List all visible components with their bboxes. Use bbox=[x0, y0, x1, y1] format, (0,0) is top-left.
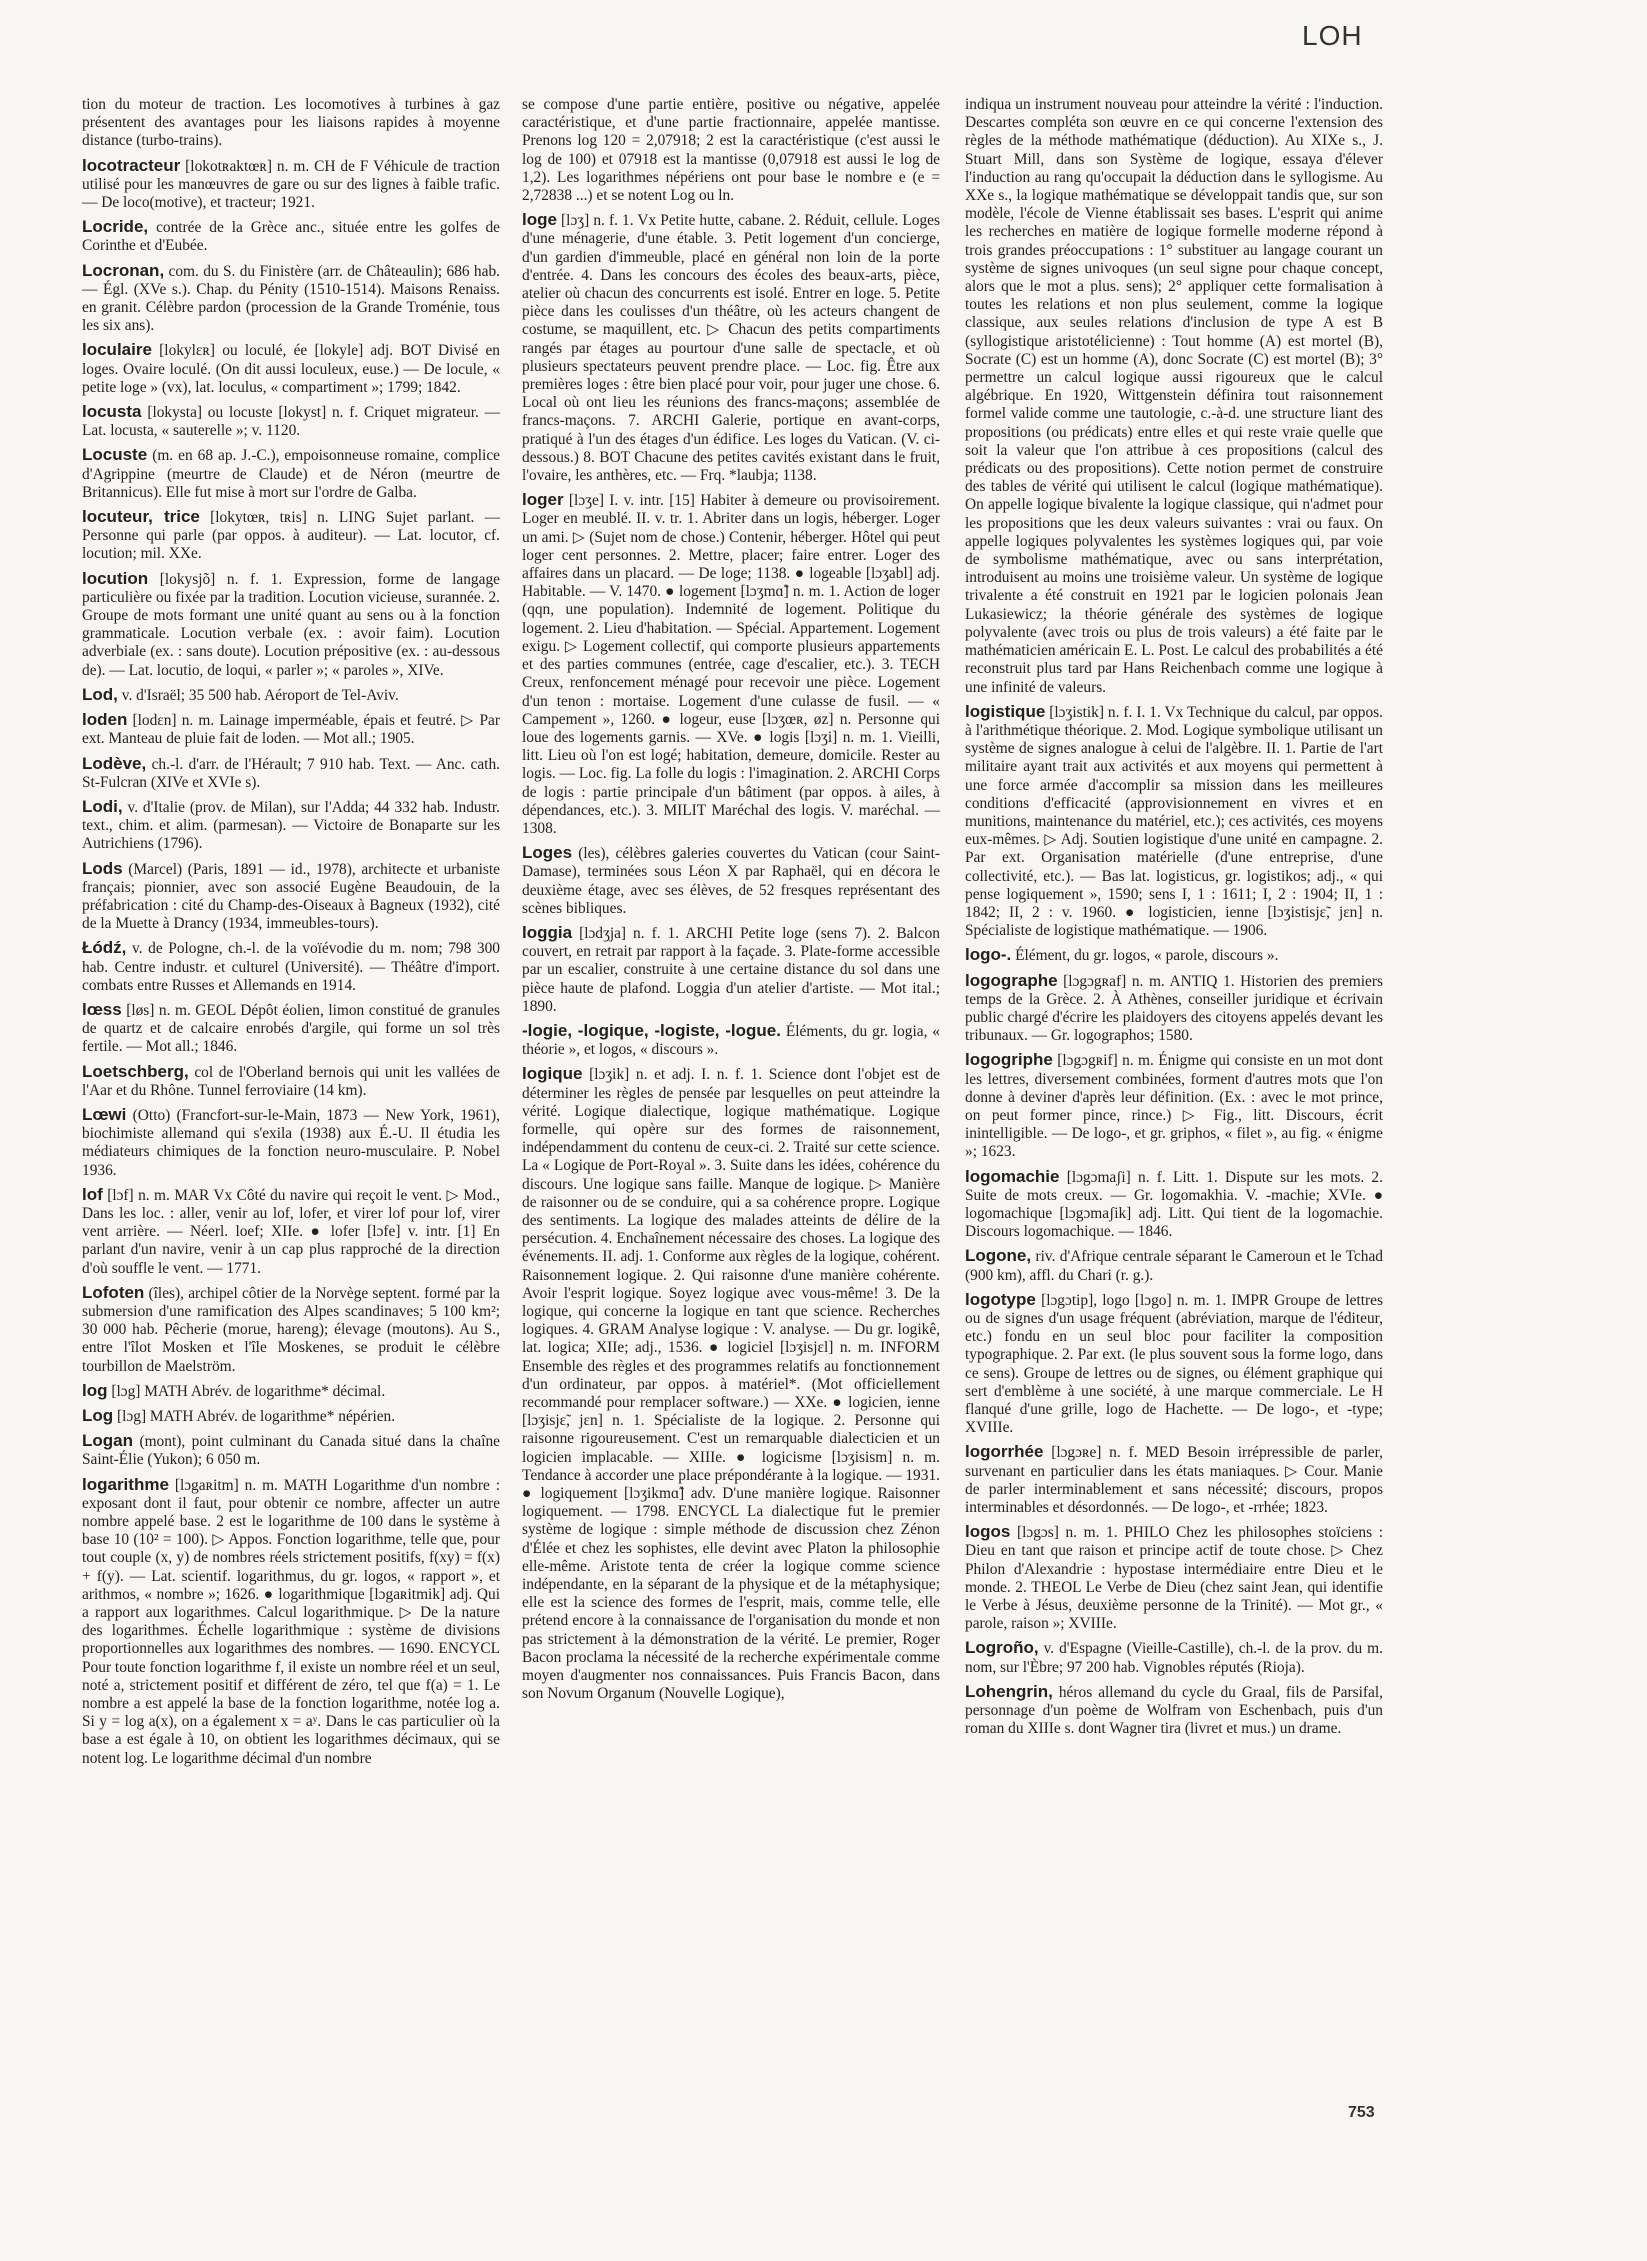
dictionary-entry bbox=[82, 341, 500, 397]
entry-headword: logorrhée bbox=[965, 1442, 1044, 1462]
entry-headword: logotype bbox=[965, 1289, 1036, 1309]
entry-text: [løs] n. m. GEOL Dépôt éolien, limon constitué de granules de quartz et de calcaire enrobés d'argile, qui forme un sol très fertile. — Mot all.; 1846. bbox=[82, 1001, 500, 1056]
dictionary-entry bbox=[82, 1001, 500, 1057]
entry-headword: lof bbox=[82, 1184, 103, 1204]
entry-text: [lɔgɔgʀaf] n. m. ANTIQ 1. Historien des premiers temps de la Grèce. 2. À Athènes, conseiller juridique et écrivain public chargé d'écrire les plaidoyers des citoyens appelés devant les tribunaux. — Gr. logographos; 1580. bbox=[965, 972, 1383, 1045]
dictionary-entry bbox=[965, 1247, 1383, 1284]
entry-text: com. du S. du Finistère (arr. de Châteaulin); 686 hab. — Égl. (XVe s.). Chap. du Pénity (1510-1514). Maisons Renaiss. en granit. Célèbre pardon (procession de la Grande Troménie, tous les six ans). bbox=[82, 262, 500, 335]
entry-text: [lɔgɔʀe] n. f. MED Besoin irrépressible de parler, survenant en particulier dans les états maniaques. ▷ Cour. Manie de parler interminablement et sans nécessité; discours, propos interminables et désordonnés. — De logo-, et -rrhée; 1823. bbox=[965, 1444, 1383, 1517]
dictionary-entry bbox=[82, 262, 500, 336]
entry-headword: Lodève, bbox=[82, 753, 147, 773]
dictionary-entry bbox=[82, 939, 500, 995]
dictionary-entry bbox=[82, 755, 500, 792]
entry-headword: loggia bbox=[522, 922, 573, 942]
dictionary-entry bbox=[82, 446, 500, 502]
entry-headword: locusta bbox=[82, 402, 142, 422]
dictionary-entry bbox=[965, 96, 1383, 697]
entry-headword: logographe bbox=[965, 970, 1058, 990]
entry-text: v. d'Italie (prov. de Milan), sur l'Adda; 44 332 hab. Industr. text., chim. et alim. (parmesan). — Victoire de Bonaparte sur les Autrichiens (1796). bbox=[82, 798, 500, 853]
dictionary-entry bbox=[965, 946, 1383, 965]
entry-headword: Logroño, bbox=[965, 1638, 1039, 1658]
entry-headword: Locride, bbox=[82, 217, 149, 237]
column-1 bbox=[82, 96, 500, 1774]
entry-headword: log bbox=[82, 1380, 108, 1400]
dictionary-entry bbox=[82, 860, 500, 934]
entry-text: v. d'Espagne (Vieille-Castille), ch.-l. de la prov. du m. nom, sur l'Èbre; 97 200 hab. Vignobles réputés (Rioja). bbox=[965, 1640, 1383, 1676]
entry-headword: logo-. bbox=[965, 945, 1012, 965]
dictionary-entry bbox=[82, 403, 500, 440]
dictionary-entry bbox=[82, 1476, 500, 1768]
entry-headword: Lodi, bbox=[82, 796, 123, 816]
entry-headword: logarithme bbox=[82, 1474, 169, 1494]
entry-text: tion du moteur de traction. Les locomotives à turbines à gaz présentent des avantages pour les liaisons rapides à moyenne distance (turbo-trains). bbox=[82, 96, 500, 150]
entry-headword: Log bbox=[82, 1406, 114, 1425]
entry-headword: Loges bbox=[522, 843, 573, 863]
dictionary-entry bbox=[82, 508, 500, 564]
entry-headword: Logan bbox=[82, 1431, 133, 1451]
entry-headword: Lohengrin, bbox=[965, 1681, 1053, 1701]
entry-text: [lɔgɔtip], logo [lɔgo] n. m. 1. IMPR Groupe de lettres ou de signes d'un usage fréquent (abréviation, marque de l'éditeur, etc.) fondu en un seul bloc pour faciliter la composition typographique. 2. Par ext. (le plus souvent sous la forme logo, dans ce sens). Groupe de lettres ou de signes, ou élément graphique qui sert d'emblème à une société, à une marque commerciale. Le H flanqué d'une grille, logo de Hachette. — De logo-, et -type; XVIIIe. bbox=[965, 1291, 1383, 1437]
column-3 bbox=[965, 96, 1383, 1744]
entry-headword: loculaire bbox=[82, 340, 152, 360]
dictionary-entry bbox=[82, 1407, 500, 1426]
entry-text: [lɔgaʀitm] n. m. MATH Logarithme d'un nombre : exposant dont il faut, pour obtenir ce nombre, affecter un autre nombre appelé base. 2 est le logarithme de 100 dans le système à base 10 (10² = 100). ▷ Appos. Fonction logarithme, telle que, pour tout couple (x, y) de nombres réels strictement positifs, f(xy) = f(x) + f(y). — Lat. scientif. logarithmus, du gr. logos, « rapport », et arithmos, « nombre »; 1626. ● logarithmique [lɔgaʀitmik] adj. Qui a rapport aux logarithmes. Calcul logarithmique. ▷ De la nature des logarithmes. Échelle logarithmique : système de divisions proportionnelles aux logarithmes des nombres. — 1690. ENCYCL Pour toute fonction logarithme f, il existe un nombre réel et un seul, noté a, strictement positif et différent de zéro, tel que f(a) = 1. Le nombre a est appelé la base de la fonction logarithme, notée log a. Si y = log a(x), on a également x = aʸ. Dans le cas particulier où la base a est égale à 10, on obtient les logarithmes décimaux, qui se notent log. Le logarithme décimal d'un nombre bbox=[82, 1476, 501, 1767]
entry-headword: locuteur, trice bbox=[82, 507, 200, 527]
entry-text: [lokytœʀ, tʀis] n. LING Sujet parlant. — Personne qui parle (par oppos. à auditeur). — Lat. locutor, cf. locution; mil. XXe. bbox=[82, 509, 500, 563]
dictionary-entry bbox=[82, 157, 500, 213]
dictionary-entry bbox=[522, 924, 940, 1016]
entry-text: [lɔgɔmaʃi] n. f. Litt. 1. Dispute sur les mots. 2. Suite de mots creux. — Gr. logomakhia. V. -machie; XVIe. ● logomachique [lɔgɔmaʃik] adj. Litt. Qui tient de la logomachie. Discours logomachique. — 1846. bbox=[965, 1168, 1383, 1241]
entry-text: se compose d'une partie entière, positive ou négative, appelée caractéristique, et d'une partie fractionnaire, appelée mantisse. Prenons log 120 = 2,07918; 2 est la caractéristique (c'est aussi le log de 100) et 07918 est la mantisse (0,07918 est aussi le log de 1,2). Les logarithmes népériens ont pour base le nombre e (e = 2,72838 ...) et se notent Log ou ln. bbox=[522, 96, 940, 205]
entry-text: (les), célèbres galeries couvertes du Vatican (cour Saint-Damase), terminées sous Léon X par Raphaël, qui en décora le deuxième étage, avec ses élèves, de 52 fresques représentant des scènes bibliques. bbox=[522, 845, 940, 917]
dictionary-entry bbox=[82, 1432, 500, 1469]
entry-headword: logos bbox=[965, 1522, 1011, 1542]
entry-text: héros allemand du cycle du Graal, fils de Parsifal, personnage d'un poème de Wolfram von Eschenbach, puis d'un roman du XIIIe s. dont Wagner tira (livret et mus.) un drame. bbox=[965, 1683, 1383, 1738]
entry-headword: loger bbox=[522, 490, 564, 510]
dictionary-entry bbox=[965, 703, 1383, 941]
entry-text: contrée de la Grèce anc., située entre les golfes de Corinthe et d'Eubée. bbox=[82, 219, 500, 255]
entry-headword: Logone, bbox=[965, 1246, 1032, 1266]
entry-text: (mont), point culminant du Canada situé dans la chaîne Saint-Élie (Yukon); 6 050 m. bbox=[82, 1433, 500, 1469]
entry-text: [lɔgɔs] n. m. 1. PHILO Chez les philosophes stoïciens : Dieu en tant que raison et principe actif de toute chose. ▷ Chez Philon d'Alexandrie : hypostase intermédiaire entre Dieu et le monde. 2. THEOL Le Verbe de Dieu (chez saint Jean, qui identifie le Verbe à Jésus, deuxième personne de la Trinité). — Mot gr., « parole, raison »; XVIIIe. bbox=[965, 1524, 1383, 1633]
dictionary-entry bbox=[522, 211, 940, 485]
entry-text: [lɔg] MATH Abrév. de logarithme* décimal. bbox=[111, 1382, 386, 1400]
entry-text: (m. en 68 ap. J.-C.), empoisonneuse romaine, complice d'Agrippine (meurtre de Claude) et de Néron (meurtre de Britannicus). Elle fut mise à mort sur l'ordre de Galba. bbox=[82, 447, 500, 501]
entry-text: [lɔʒistik] n. f. I. 1. Vx Technique du calcul, par oppos. à l'arithmétique théorique. 2. Mod. Logique symbolique utilisant un système de signes analogue à celui de l'algèbre. II. 1. Partie de l'art militaire ayant trait aux activités et aux moyens qui permettent à une force armée d'accomplir sa mission dans les meilleures conditions d'efficacité (approvisionnement en vivres et en munitions, maintenance du matériel, etc.); ces activités, ces moyens eux-mêmes. ▷ Adj. Soutien logistique d'une unité en campagne. 2. Par ext. Organisation matérielle (d'une entreprise, d'une collectivité, etc.). — Bas lat. logisticus, gr. logistikos; adj., « qui pense logiquement », 1590; sens I, 1 : 1611; I, 2 : 1904; II, 1 : 1842; II, 2 : v. 1960. ● logisticien, ienne [lɔʒistisjɛ̃, jɛn] n. Spécialiste de logistique mathématique. — 1906. bbox=[965, 703, 1383, 940]
entry-headword: Lofoten bbox=[82, 1282, 145, 1302]
dictionary-entry bbox=[82, 686, 500, 705]
dictionary-entry bbox=[965, 1683, 1383, 1739]
dictionary-entry bbox=[965, 1639, 1383, 1676]
entry-headword: Lods bbox=[82, 858, 123, 878]
entry-headword: lœss bbox=[82, 999, 122, 1019]
page-number: 753 bbox=[1348, 2104, 1375, 2121]
dictionary-entry bbox=[965, 1168, 1383, 1242]
entry-text: ch.-l. d'arr. de l'Hérault; 7 910 hab. Text. — Anc. cath. St-Fulcran (XIVe et XVIe s). bbox=[82, 755, 500, 791]
entry-text: v. de Pologne, ch.-l. de la voïévodie du m. nom; 798 300 hab. Centre industr. et culturel (Université). — Théâtre d'import. combats entre Russes et Allemands en 1914. bbox=[82, 940, 500, 994]
dictionary-entry bbox=[522, 1022, 940, 1059]
entry-text: indiqua un instrument nouveau pour atteindre la vérité : l'induction. Descartes compléta son œuvre en ce qui concerne l'extension des règles de la méthode mathématique (déduction). Au XIXe s., J. Stuart Mill, dans son Système de logique, essaya d'élever l'induction au rang qu'occupait la déduction dans le syllogisme. Au XXe s., la logique mathématique se développait tandis que, sur son modèle, l'école de Vienne établissait ses bases. L'esprit qui anime les recherches en matière de logique formelle moderne répond à trois grandes préoccupations : 1° substituer au langage courant un système de signes univoques (un seul signe pour chaque concept, alors que le mot a plus. sens); 2° appliquer cette formalisation à toutes les relations et non plus seulement, comme la logique classique, aux seules relations d'inclusion de type A est B (syllogistique aristotélicienne) : Tout homme (A) est mortel (B), Socrate (C) est un homme (A), donc Socrate (C) est mortel (B); 3° permettre un calcul logique aussi rigoureux que le calcul algébrique. En 1920, Wittgenstein définira tout raisonnement formel valide comme une tautologie, c.-à-d. une structure liant des propositions (ou prédicats) entre elles et qui reste vraie quelle que soit la valeur que l'on attribue à ces propositions (calcul des prédicats ou des propositions). Cette notion permet de construire des tables de vérité qui utilisent le calcul (logique mathématique). On appelle logique bivalente la logique classique, qui n'admet pour les propositions que les deux valeurs suivantes : vrai ou faux. On appelle logiques polyvalentes les systèmes logiques qui, par voie de symbolisme mathématique, avec ou sans interprétation, introduisent au moins une troisième valeur. Un système de logique trivalente a été construit en 1921 par le logicien polonais Jean Lukasiewicz; la théorie générale des systèmes de logique polyvalente (avec trois ou plus de trois valeurs) a été faite par le mathématicien américain E. L. Post. Le calcul des probabilités a été reconstruit plus tard par Hans Reichenbach comme une logique à une infinité de valeurs. bbox=[965, 96, 1383, 696]
entry-headword: locution bbox=[82, 568, 149, 588]
entry-headword: -logie, -logique, -logiste, -logue. bbox=[522, 1020, 781, 1040]
entry-headword: Lod, bbox=[82, 684, 118, 704]
dictionary-entry bbox=[965, 1443, 1383, 1517]
entry-headword: Łódź, bbox=[82, 938, 127, 958]
entry-text: [lokotʀaktœʀ] n. m. CH de F Véhicule de traction utilisé pour les manœuvres de gare ou sur des lignes à faible trafic. — De loco(motive), et tracteur; 1921. bbox=[82, 157, 500, 212]
entry-text: [lɔdʒja] n. f. 1. ARCHI Petite loge (sens 7). 2. Balcon couvert, en retrait par rapport à la façade. 3. Plate-forme accessible par un escalier, construite à une certaine distance du sol dans une pièce haute de plafond. Loggia d'un atelier d'artiste. — Mot ital.; 1890. bbox=[522, 924, 940, 1015]
entry-text: [lokysjõ] n. f. 1. Expression, forme de langage particulière ou fixée par la tradition. Locution vicieuse, surannée. 2. Groupe de mots formant une unité quant au sens ou à la fonction grammaticale. Locution verbale (ex. : avoir faim). Locution adverbiale (ex. : sans doute). Locution prépositive (ex. : au-dessous de). — Lat. locutio, de loqui, « parler »; « paroles », XIVe. bbox=[82, 570, 500, 679]
entry-text: [lɔʒe] I. v. intr. [15] Habiter à demeure ou provisoirement. Loger en meublé. II. v. tr. 1. Abriter dans un logis, héberger. Loger un ami. ▷ (Sujet nom de chose.) Contenir, héberger. Hôtel qui peut loger cent personnes. 2. Mettre, placer; faire entrer. Loger des affaires dans un placard. — De loge; 1138. ● logeable [lɔʒabl] adj. Habitable. — V. 1470. ● logement [lɔʒmɑ̃] n. m. 1. Action de loger (qqn, une population). Indemnité de logement. Politique du logement. 2. Lieu d'habitation. — Spécial. Appartement. Logement exigu. ▷ Logement collectif, qui comporte plusieurs appartements et des parties communes (entrée, cage d'escalier, etc.). 3. TECH Creux, renfoncement ménagé pour recevoir une pièce. Logement d'un tenon : mortaise. Logement d'une culasse de fusil. — « Campement », 1260. ● logeur, euse [lɔʒœʀ, øz] n. Personne qui loue des logements garnis. — XVe. ● logis [lɔʒi] n. m. 1. Vieilli, litt. Lieu où l'on est logé; habitation, demeure, domicile. Rester au logis. — Loc. fig. La folle du logis : l'imagination. 2. ARCHI Corps de logis : partie principale d'un bâtiment (par oppos. à ailes, à dépendances, etc.). 3. MILIT Maréchal des logis. V. maréchal. — 1308. bbox=[522, 492, 940, 837]
dictionary-entry bbox=[82, 570, 500, 680]
dictionary-entry bbox=[82, 1284, 500, 1376]
dictionary-entry bbox=[82, 711, 500, 748]
entry-text: col de l'Oberland bernois qui unit les vallées de l'Aar et du Rhône. Tunnel ferroviaire (14 km). bbox=[82, 1063, 500, 1099]
dictionary-entry bbox=[82, 1063, 500, 1100]
entry-headword: Loetschberg, bbox=[82, 1061, 189, 1081]
entry-headword: logomachie bbox=[965, 1166, 1060, 1186]
dictionary-entry bbox=[522, 491, 940, 838]
entry-headword: loge bbox=[522, 210, 557, 230]
dictionary-entry bbox=[522, 844, 940, 918]
entry-text: Éléments, du gr. logia, « théorie », et logos, « discours ». bbox=[522, 1022, 940, 1059]
column-2 bbox=[522, 96, 940, 1709]
entry-headword: locotracteur bbox=[82, 155, 181, 175]
entry-headword: logogriphe bbox=[965, 1050, 1053, 1070]
dictionary-entry bbox=[82, 1106, 500, 1180]
dictionary-entry bbox=[82, 1186, 500, 1278]
dictionary-entry bbox=[82, 798, 500, 854]
entry-text: [lɔʒ] n. f. 1. Vx Petite hutte, cabane. 2. Réduit, cellule. Loges d'une ménagerie, d'une étable. 3. Petit logement d'un concierge, d'un gardien d'immeuble, placé en général non loin de la porte d'entrée. 4. Dans les concours des écoles des beaux-arts, pièce, atelier où chacun des concurrents est isolé. Entrer en loge. 5. Petite pièce dans les coulisses d'un théâtre, où les acteurs changent de costume, se maquillent, etc. ▷ Chacun des petits compartiments rangés par étages au pourtour d'une salle de spectacle, et où plusieurs spectateurs peuvent prendre place. — Loc. fig. Être aux premières loges : être bien placé pour voir, pour juger une chose. 6. Local où ont lieu les réunions des francs-maçons; assemblée de francs-maçons. 7. ARCHI Galerie, portique en avant-corps, pratiqué à l'un des étages d'un édifice. Les loges du Vatican. (V. ci-dessous.) 8. BOT Chacune des petites cavités existant dans le fruit, l'ovaire, les anthères, etc. — Frq. *laubja; 1138. bbox=[522, 212, 940, 485]
entry-text: [lodɛn] n. m. Lainage imperméable, épais et feutré. ▷ Par ext. Manteau de pluie fait de loden. — Mot all.; 1905. bbox=[82, 712, 500, 748]
entry-text: v. d'Israël; 35 500 hab. Aéroport de Tel-Aviv. bbox=[121, 686, 399, 704]
entry-text: [lɔf] n. m. MAR Vx Côté du navire qui reçoit le vent. ▷ Mod., Dans les loc. : aller, venir au lof, lofer, et virer lof pour lof, virer vent arrière. — Néerl. loef; XIIe. ● lofer [lɔfe] v. intr. [1] En parlant d'un navire, venir à un cap plus rapproché de la direction d'où souffle le vent. — 1771. bbox=[82, 1186, 500, 1277]
entry-text: (Marcel) (Paris, 1891 — id., 1978), architecte et urbaniste français; pionnier, avec son associé Eugène Beaudouin, de la préfabrication : cité du Champ-des-Oiseaux à Bagneux (1932), cité de la Muette à Drancy (1934, immeubles-tours). bbox=[82, 860, 500, 933]
entry-text: [lokylɛʀ] ou loculé, ée [lokyle] adj. BOT Divisé en loges. Ovaire loculé. (On dit aussi loculeux, euse.) — De locule, « petite loge » (vx), lat. loculus, « compartiment »; 1799; 1842. bbox=[82, 342, 500, 396]
entry-headword: Locuste bbox=[82, 445, 148, 465]
dictionary-entry bbox=[965, 1051, 1383, 1161]
entry-text: [lɔgɔgʀif] n. m. Énigme qui consiste en un mot dont les lettres, diversement combinées, forment d'autres mots que l'on donne à deviner d'après leur définition. (Ex. : avec le mot prince, on peut former pince, rince.) ▷ Fig., litt. Discours, écrit inintelligible. — De logo-, et gr. griphos, « filet », au fig. « énigme »; 1623. bbox=[965, 1052, 1383, 1161]
running-head: LOH bbox=[1302, 20, 1363, 51]
dictionary-entry bbox=[965, 1523, 1383, 1633]
entry-text: (Otto) (Francfort-sur-le-Main, 1873 — New York, 1961), biochimiste allemand qui s'exila (1938) aux É.-U. Il étudia les médiateurs chimiques de la fonction neuro-musculaire. P. Nobel 1936. bbox=[82, 1106, 500, 1179]
entry-headword: logique bbox=[522, 1064, 583, 1084]
dictionary-entry bbox=[82, 96, 500, 151]
entry-headword: Locronan, bbox=[82, 260, 165, 280]
entry-text: Élément, du gr. logos, « parole, discours ». bbox=[1015, 947, 1279, 965]
dictionary-entry bbox=[82, 1382, 500, 1401]
dictionary-entry bbox=[522, 1065, 940, 1703]
entry-text: [lokysta] ou locuste [lokyst] n. f. Criquet migrateur. — Lat. locusta, « sauterelle »; v. 1120. bbox=[82, 404, 500, 440]
entry-text: (îles), archipel côtier de la Norvège septent. formé par la submersion d'une ramification des Alpes scandinaves; 5 100 km²; 30 000 hab. Pêcherie (morue, hareng); élevage (moutons). Au S., entre l'îlot Mosken et l'île Moskenes, se produit le célèbre tourbillon de Maelström. bbox=[82, 1284, 500, 1375]
entry-headword: logistique bbox=[965, 701, 1046, 721]
entry-text: riv. d'Afrique centrale séparant le Cameroun et le Tchad (900 km), affl. du Chari (r. g.). bbox=[965, 1248, 1384, 1284]
dictionary-entry bbox=[965, 972, 1383, 1046]
entry-text: [lɔʒik] n. et adj. I. n. f. 1. Science dont l'objet est de déterminer les règles de pensée par lesquelles on peut atteindre la vérité. Logique dialectique, logique mathématique. Logique formelle, qui opère sur des formes de raisonnement, indépendamment du contenu de ceux-ci. 2. Traité sur cette science. La « Logique de Port-Royal ». 3. Suite dans les idées, cohérence du discours. Une logique sans faille. Manque de logique. ▷ Manière de raisonner ou de se conduire, qui a sa cohérence propre. Logique des sentiments. La logique des malades atteints de délire de la persécution. 4. Enchaînement nécessaire des choses. La logique des événements. II. adj. 1. Conforme aux règles de la logique, cohérent. Raisonnement logique. 2. Qui raisonne d'une manière cohérente. Avoir l'esprit logique. Soyez logique avec vous-même! 3. De la logique, qui concerne la logique en tant que science. Recherches logiques. 4. GRAM Analyse logique : V. analyse. — Du gr. logikê, lat. logica; XIIe; adj., 1536. ● logiciel [lɔʒisjɛl] n. m. INFORM Ensemble des règles et des programmes relatifs au fonctionnement d'un ordinateur, par oppos. à matériel*. (Mot officiellement recommandé pour remplacer software.) — XXe. ● logicien, ienne [lɔʒisjɛ̃, jɛn] n. 1. Spécialiste de la logique. 2. Personne qui raisonne rigoureusement. C'est un remarquable dialecticien et un logicien implacable. — XIIIe. ● logicisme [lɔʒisism] n. m. Tendance à accorder une place prépondérante à la logique. — 1931. ● logiquement [lɔʒikmɑ̃] adv. D'une manière logique. Raisonner logiquement. — 1798. ENCYCL La dialectique fut le premier système de logique : simple méthode de discussion chez Zénon d'Élée et chez les sophistes, elle devint avec Platon la philosophie elle-même. Aristote tenta de créer la logique comme science indépendante, en la séparant de la physique et de la métaphysique; elle est la science des formes de l'esprit, mais, comme telle, elle prétend encore à la connaissance de l'organisation du monde et non pas strictement à la démonstration de la vérité. Le premier, Roger Bacon proclama la nécessité de la recherche expérimentale comme moyen d'augmenter nos connaissances. Puis Francis Bacon, dans son Novum Organum (Nouvelle Logique), bbox=[522, 1066, 940, 1703]
entry-text: [lɔg] MATH Abrév. de logarithme* népérien. bbox=[117, 1408, 396, 1425]
entry-headword: Lœwi bbox=[82, 1104, 127, 1124]
dictionary-entry bbox=[82, 218, 500, 255]
dictionary-entry bbox=[522, 96, 940, 205]
entry-headword: loden bbox=[82, 710, 128, 730]
dictionary-entry bbox=[965, 1291, 1383, 1438]
